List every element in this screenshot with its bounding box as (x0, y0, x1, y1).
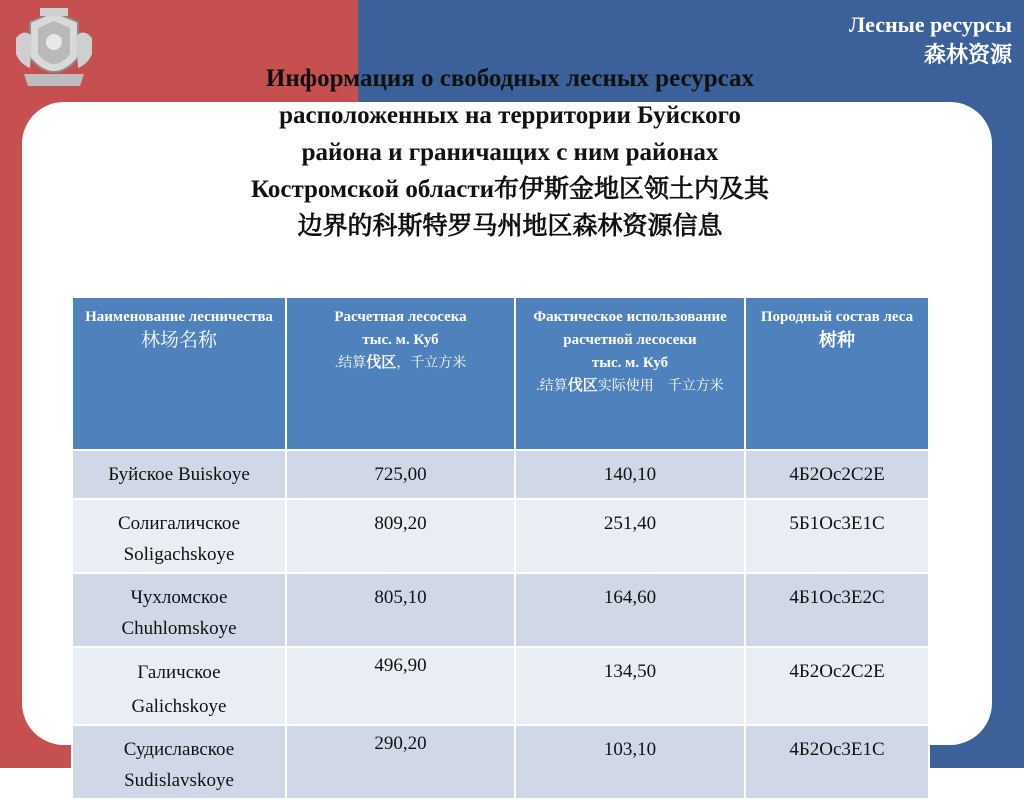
cell-species: 4Б2Ос3Е1С (745, 725, 929, 799)
title-line-2: расположенных на территории Буйского (279, 102, 741, 129)
cell-species: 4Б1Ос3Е2С (745, 573, 929, 647)
cell-actual: 103,10 (515, 725, 745, 799)
cell-species: 4Б2Ос2С2Е (745, 450, 929, 499)
table-row (72, 647, 929, 725)
table-row (72, 499, 929, 573)
cell-calculated: 725,00 (286, 450, 515, 499)
cell-forestry-name: Чухломское Chuhlomskoye (72, 573, 286, 647)
cell-calculated: 805,10 (286, 573, 515, 647)
table-row (72, 725, 929, 799)
cell-forestry-name: Солигаличское Soligachskoye (72, 499, 286, 573)
cell-actual: 140,10 (515, 450, 745, 499)
header-calculated-cutting-area: Расчетная лесосека тыс. м. Куб .结算伐区，千立方米 (286, 297, 515, 450)
cell-forestry-name: Судиславское Sudislavskoye (72, 725, 286, 799)
title-line-5: 边界的科斯特罗马州地区森林资源信息 (297, 213, 723, 240)
corner-title-ru: Лесные ресурсы (848, 12, 1012, 37)
title-line-3: района и граничащих с ним районах (301, 139, 719, 166)
table-row (72, 450, 929, 499)
table-row (72, 573, 929, 647)
cell-calculated: 809,20 (286, 499, 515, 573)
cell-forestry-name: Буйское Buiskoye (72, 450, 286, 499)
header-actual-usage: Фактическое использование расчетной лесосеки тыс. м. Куб .结算伐区实际使用 千立方米 (515, 297, 745, 450)
title-line-4 (130, 171, 890, 208)
cell-forestry-name: Галичское Galichskoye (72, 647, 286, 725)
cell-calculated: 290,20 (286, 725, 515, 799)
header-forestry-name: Наименование лесничества林场名称 (72, 297, 286, 450)
corner-title-zh: 森林资源 (923, 42, 1012, 67)
cell-actual: 164,60 (515, 573, 745, 647)
table-header-row (72, 297, 929, 450)
title-line-4-zh: 布伊斯金地区领土内及其 (494, 176, 770, 203)
title-line-4-ru: Костромской области (250, 176, 494, 203)
coat-of-arms-icon (10, 8, 98, 90)
forest-resources-table (71, 296, 930, 800)
cell-species: 4Б2Ос2С2Е (745, 647, 929, 725)
title-line-1: Информация о свободных лесных ресурсах (265, 65, 755, 92)
cell-actual: 134,50 (515, 647, 745, 725)
cell-actual: 251,40 (515, 499, 745, 573)
cell-species: 5Б1Ос3Е1С (745, 499, 929, 573)
header-species-composition: Породный состав леса 树种 (745, 297, 929, 450)
cell-calculated: 496,90 (286, 647, 515, 725)
page-title (130, 60, 890, 245)
